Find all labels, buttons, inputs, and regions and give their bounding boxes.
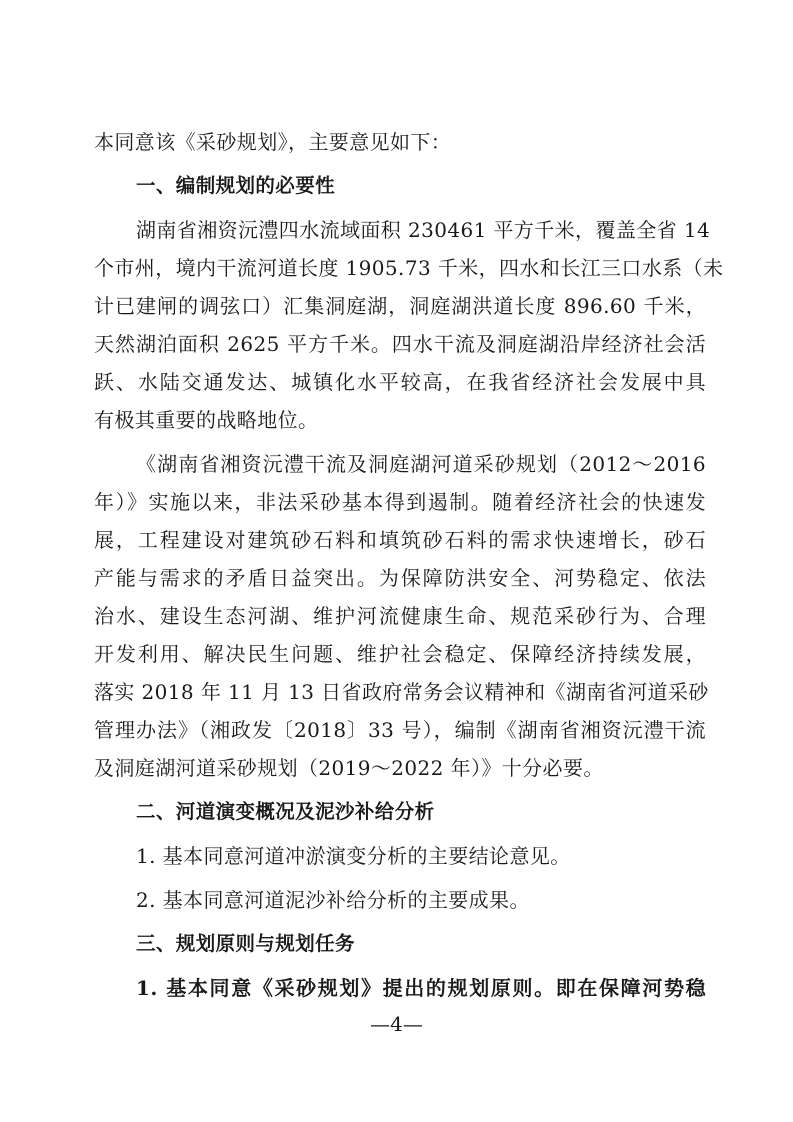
paragraph-line: 《湖南省湘资沅澧干流及洞庭湖河道采砂规划（2012～2016 [136,452,706,476]
paragraph-line: 开发利用、解决民生问题、维护社会稳定、保障经济持续发展， [94,642,706,666]
paragraph-line: 展，工程建设对建筑砂石料和填筑砂石料的需求快速增长，砂石 [94,528,706,552]
intro-line: 本同意该《采砂规划》，主要意见如下： [94,130,452,154]
paragraph-line: 跃、水陆交通发达、城镇化水平较高，在我省经济社会发展中具 [94,370,706,394]
paragraph-line: 治水、建设生态河湖、维护河流健康生命、规范采砂行为、合理 [94,604,706,628]
paragraph-line: 落实 2018 年 11 月 13 日省政府常务会议精神和《湖南省河道采砂 [94,680,709,704]
section-heading-2: 二、河道演变概况及泥沙补给分析 [136,800,435,823]
section-heading-1: 一、编制规划的必要性 [136,174,336,197]
list-item: 1. 基本同意河道冲淤演变分析的主要结论意见。 [136,844,571,868]
paragraph-line: 个市州，境内干流河道长度 1905.73 千米，四水和长江三口水系（未 [94,256,724,280]
paragraph-line: 湖南省湘资沅澧四水流域面积 230461 平方千米，覆盖全省 14 [136,218,711,242]
paragraph-line: 计已建闸的调弦口）汇集洞庭湖，洞庭湖洪道长度 896.60 千米， [94,294,706,318]
paragraph-line: 有极其重要的战略地位。 [94,408,319,432]
list-item: 2. 基本同意河道泥沙补给分析的主要成果。 [136,888,530,912]
paragraph-line: 及洞庭湖河道采砂规划（2019～2022 年）》十分必要。 [94,756,604,780]
section-heading-3: 三、规划原则与规划任务 [136,932,355,955]
paragraph-line: 天然湖泊面积 2625 平方千米。四水干流及洞庭湖沿岸经济社会活 [94,332,706,356]
page-number: —4— [370,1012,423,1036]
paragraph-line: 产能与需求的矛盾日益突出。为保障防洪安全、河势稳定、依法 [94,566,706,590]
list-item: 1. 基本同意《采砂规划》提出的规划原则。即在保障河势稳 [136,976,706,1000]
paragraph-line: 年）》实施以来，非法采砂基本得到遏制。随着经济社会的快速发 [94,490,706,514]
paragraph-line: 管理办法》（湘政发〔2018〕33 号），编制《湖南省湘资沅澧干流 [94,718,706,742]
